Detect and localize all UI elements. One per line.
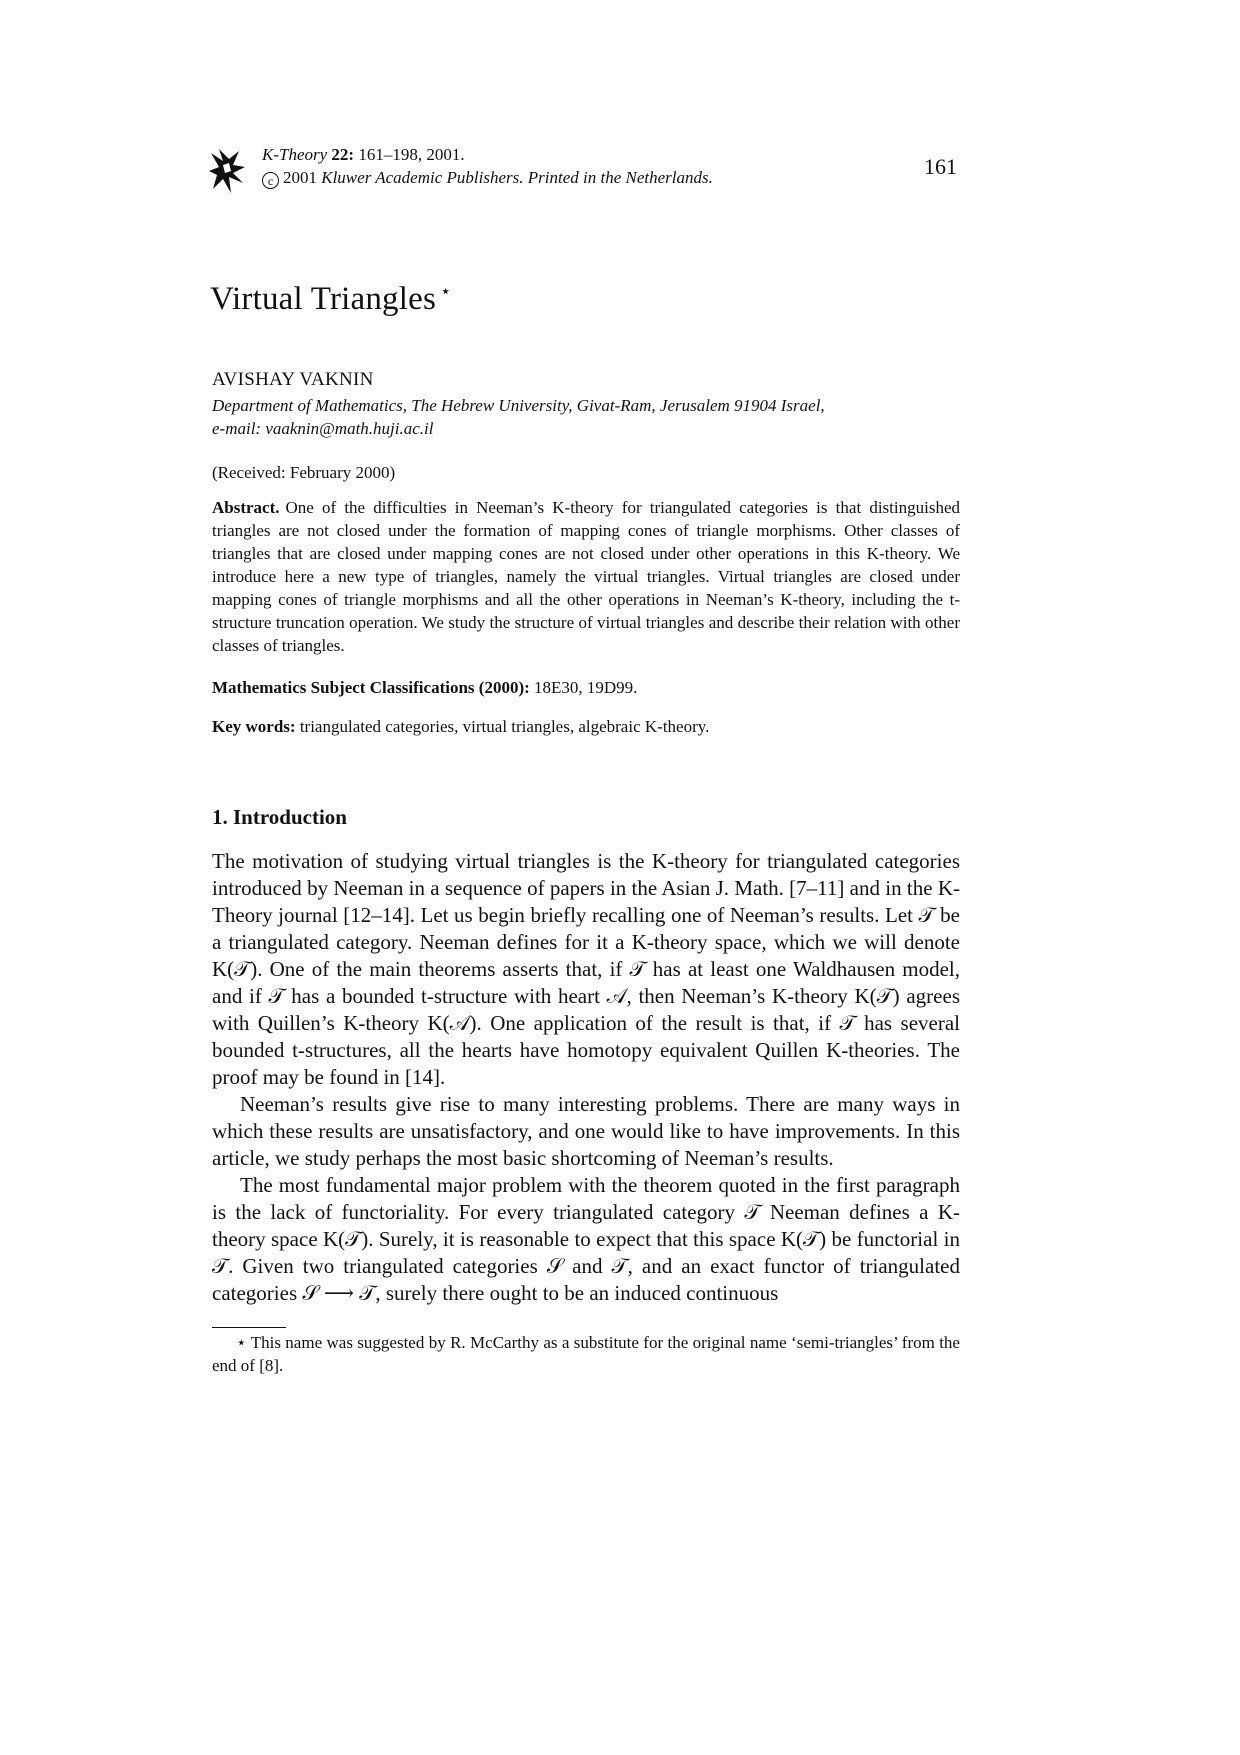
received-date: (Received: February 2000) [212, 463, 396, 482]
page-number: 161 [924, 154, 957, 179]
journal-pages-year: 161–198, 2001. [358, 145, 465, 164]
journal-header [262, 143, 713, 189]
paragraph: The motivation of studying virtual triangles is the K-theory for triangulated categories introduced by Neeman in a sequence of papers in the Asian J. Math. [7–11] and in the K-Theory journal [12–14]. Let us begin briefly recalling one of Neeman’s results. Let 𝒯 be a triangulated category. Neeman defines for it a K-theory space, which we will denote K(𝒯). One of the main theorems asserts that, if 𝒯 has at least one Waldhausen model, and if 𝒯 has a bounded t-structure with heart 𝒜, then Neeman’s K-theory K(𝒯) agrees with Quillen’s K-theory K(𝒜). One application of the result is that, if 𝒯 has several bounded t-structures, all the hearts have homotopy equivalent Quillen K-theories. The proof may be found in [14]. [212, 849, 960, 1089]
journal-citation [262, 143, 713, 166]
keywords-value: triangulated categories, virtual triangles, algebraic K-theory. [299, 717, 710, 736]
keywords [212, 717, 709, 737]
section-body [212, 848, 960, 1307]
abstract-text: One of the difficulties in Neeman’s K-theory for triangulated categories is that distinguished triangles are not closed under the formation of mapping cones of triangle morphisms. Other classes of triangles that are closed under mapping cones are not closed under other operations in this K-theory. We introduce here a new type of triangles, namely the virtual triangles. Virtual triangles are closed under mapping cones of triangle morphisms and all the other operations in Neeman’s K-theory, including the t-structure truncation operation. We study the structure of virtual triangles and describe their relation with other classes of triangles. [212, 498, 960, 655]
footnote-rule [212, 1327, 286, 1328]
printed-location: Printed in the Netherlands. [527, 168, 713, 187]
paragraph: Neeman’s results give rise to many interesting problems. There are many ways in which these results are unsatisfactory, and one would like to have improvements. In this article, we study perhaps the most basic shortcoming of Neeman’s results. [212, 1092, 960, 1170]
copyright-year: 2001 [283, 168, 317, 187]
affiliation-text: Department of Mathematics, The Hebrew University, Givat-Ram, Jerusalem 91904 Israel, [212, 396, 825, 415]
keywords-label: Key words: [212, 717, 296, 736]
footnote-text: This name was suggested by R. McCarthy as a substitute for the original name ‘semi-triangles’ from the end of [8]. [212, 1333, 960, 1375]
copyright-line [262, 166, 713, 189]
abstract [212, 496, 960, 657]
title-footnote-mark: ⋆ [440, 281, 452, 301]
paper-title [210, 281, 451, 318]
paper-title-text: Virtual Triangles [210, 281, 437, 317]
journal-volume: 22: [331, 145, 355, 164]
author-affiliation [212, 394, 825, 440]
msc-label: Mathematics Subject Classifications (2000): [212, 678, 530, 697]
author-email: e-mail: vaaknin@math.huji.ac.il [212, 419, 434, 438]
footnote-mark: ⋆ [236, 1333, 247, 1352]
paragraph: The most fundamental major problem with the theorem quoted in the first paragraph is the lack of functoriality. For every triangulated category 𝒯 Neeman defines a K-theory space K(𝒯). Surely, it is reasonable to expect that this space K(𝒯) be functorial in 𝒯. Given two triangulated categories 𝒮 and 𝒯, and an exact functor of triangulated categories 𝒮 ⟶ 𝒯, surely there ought to be an induced continuous [212, 1173, 960, 1305]
copyright-icon: c [262, 172, 279, 189]
footnote [212, 1331, 960, 1377]
subject-classification [212, 678, 637, 698]
msc-value: 18E30, 19D99. [534, 678, 638, 697]
journal-name: K-Theory [262, 145, 328, 164]
author-name: AVISHAY VAKNIN [212, 369, 374, 390]
section-heading: 1. Introduction [212, 805, 347, 829]
publisher-name: Kluwer Academic Publishers. [321, 168, 524, 187]
abstract-label: Abstract. [212, 498, 280, 517]
publisher-logo-icon [209, 149, 245, 193]
